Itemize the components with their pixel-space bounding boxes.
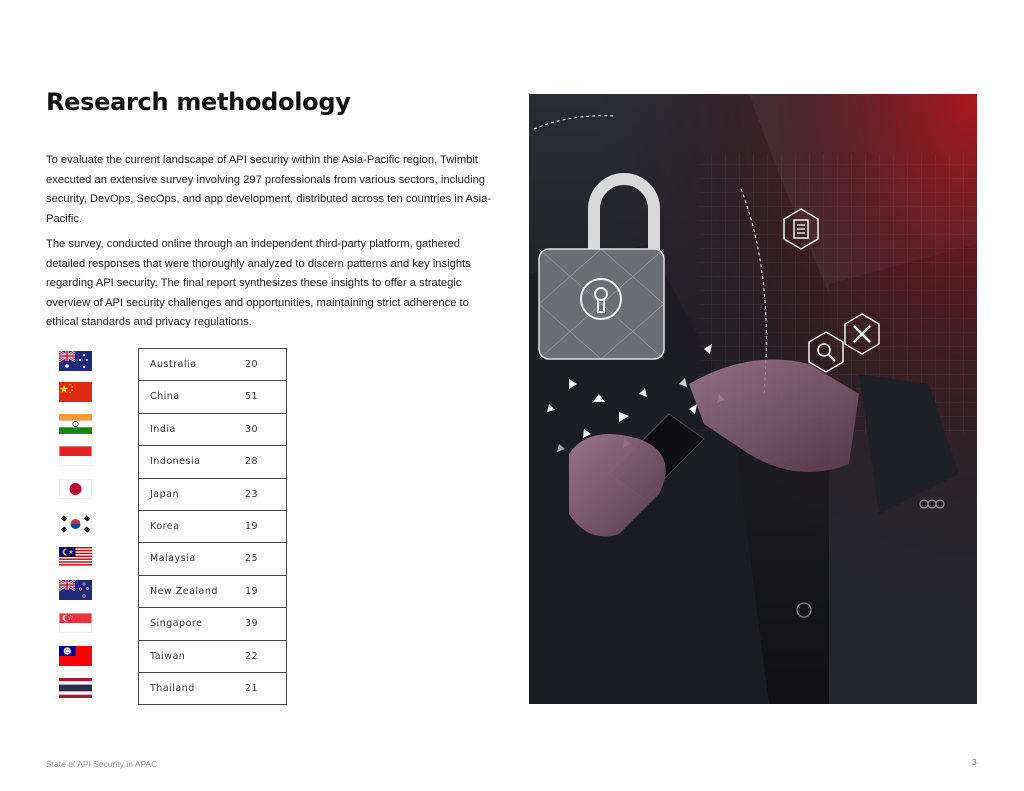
country-name: Singapore	[150, 618, 203, 630]
respondent-count: 51	[245, 391, 259, 403]
country-respondents-table	[138, 348, 287, 705]
thailand-flag-icon	[59, 678, 92, 698]
australia-flag-icon	[59, 351, 92, 371]
country-name: Taiwan	[150, 650, 186, 662]
respondent-count: 22	[245, 650, 259, 662]
respondent-count: 19	[245, 585, 259, 597]
table-row	[139, 607, 286, 639]
country-name: Malaysia	[150, 553, 196, 565]
table-row	[139, 478, 286, 510]
new-zealand-flag-icon	[59, 580, 92, 600]
singapore-flag-icon	[59, 613, 92, 633]
indonesia-flag-icon	[59, 446, 92, 466]
table-row	[139, 445, 286, 477]
malaysia-flag-icon	[59, 547, 92, 567]
respondent-count: 39	[245, 618, 259, 630]
table-row	[139, 542, 286, 574]
country-name: Korea	[150, 520, 180, 532]
respondent-count: 25	[245, 553, 259, 565]
table-row	[139, 672, 286, 704]
country-name: Australia	[150, 359, 197, 370]
country-name: Japan	[150, 488, 179, 500]
page-number: 3	[972, 757, 977, 767]
india-flag-icon	[59, 414, 92, 434]
country-name: Thailand	[150, 682, 195, 694]
respondent-count: 21	[245, 682, 259, 694]
table-row	[139, 510, 286, 542]
methodology-paragraph-2: The survey, conducted online through an independent third-party platform, gathered detailed responses that were thoroughly analyzed to discern patterns and key insights regarding API security. The final report synthesizes these insights to offer a strategic overview of API security challenges and opportunities, maintaining strict adherence to ethical standards and privacy regulations.	[46, 238, 471, 329]
table-row	[139, 640, 286, 672]
table-row	[139, 380, 286, 412]
taiwan-flag-icon	[59, 646, 92, 666]
table-row	[139, 575, 286, 607]
respondent-count: 20	[245, 359, 259, 370]
api-security-illustration	[529, 94, 977, 704]
footer-report-title: State of API Security in APAC	[46, 759, 158, 769]
country-name: New Zealand	[150, 585, 218, 597]
country-name: Indonesia	[150, 456, 201, 468]
methodology-paragraph-1: To evaluate the current landscape of API security within the Asia-Pacific region, Twimbit executed an extensive survey involving 297 professionals from various sectors, including security, DevOps, SecOps, and app development, distributed across ten countries in Asia-Pacific.	[46, 154, 492, 225]
respondent-count: 30	[245, 423, 259, 435]
table-row	[139, 349, 286, 380]
japan-flag-icon	[59, 479, 92, 499]
illustration-graphic	[529, 94, 977, 704]
table-row	[139, 413, 286, 445]
country-name: China	[150, 391, 180, 403]
respondent-count: 23	[245, 488, 259, 500]
respondent-count: 28	[245, 456, 259, 468]
country-name: India	[150, 423, 176, 435]
respondent-count: 19	[245, 520, 259, 532]
korea-flag-icon	[59, 514, 92, 534]
page-title: Research methodology	[46, 88, 351, 116]
china-flag-icon	[59, 382, 92, 402]
